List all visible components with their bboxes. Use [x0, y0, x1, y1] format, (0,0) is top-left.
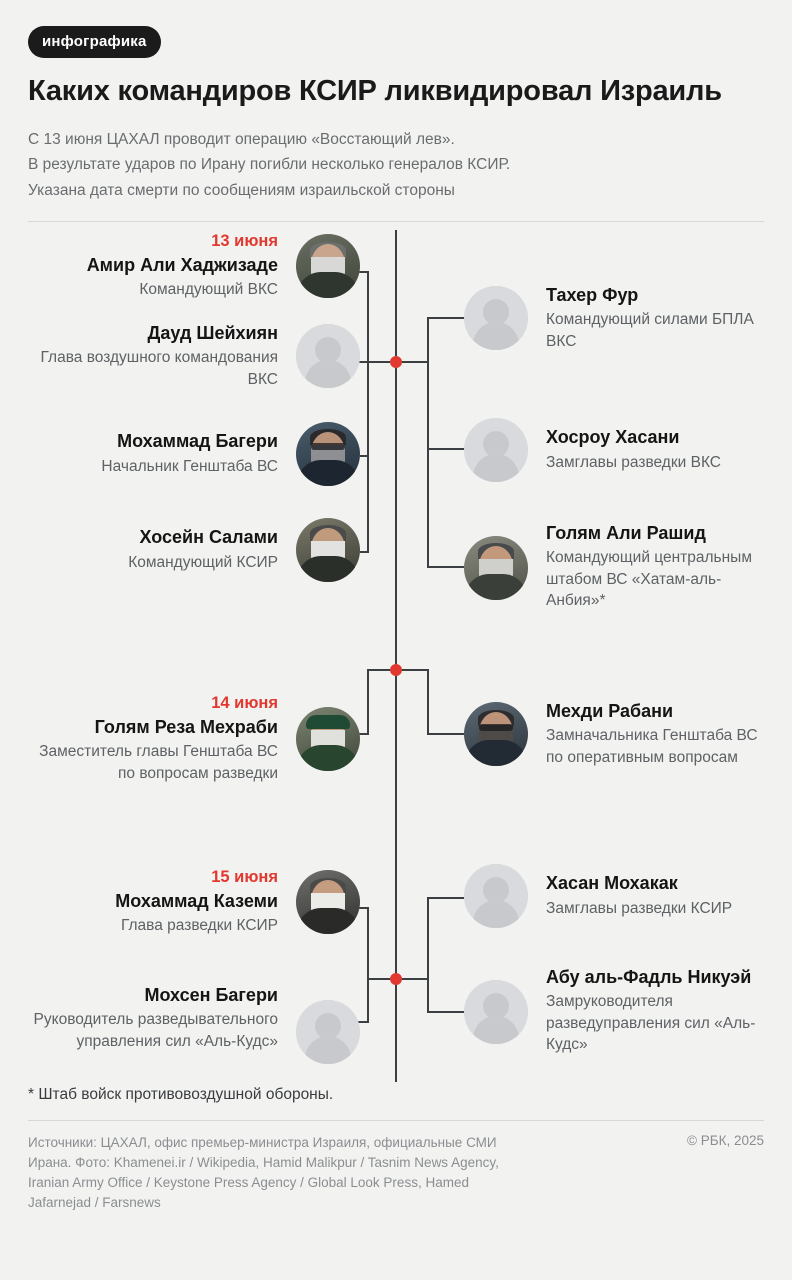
- person-role: Глава разведки КСИР: [120, 917, 278, 935]
- node-left-1-2: [28, 322, 360, 390]
- placeholder-person-icon: [464, 418, 528, 482]
- page-subtitle: [28, 127, 764, 202]
- node-left-3-1: [28, 868, 360, 937]
- portrait-photo: [464, 536, 528, 600]
- category-badge: инфографика: [28, 26, 161, 58]
- death-date-group-1: 13 июня: [211, 231, 278, 250]
- avatar: [464, 702, 528, 766]
- org-diagram: [28, 222, 764, 1082]
- sources-line-1: Источники: ЦАХАЛ, офис премьер-министра Израиля, официальные СМИ: [28, 1134, 497, 1150]
- node-right-1-3: [464, 522, 764, 612]
- person-name: Амир Али Хаджизаде: [86, 254, 278, 275]
- portrait-photo: [296, 234, 360, 298]
- person-role: Командующий ВКС: [139, 281, 278, 299]
- portrait-photo: [296, 870, 360, 934]
- node-right-3-2: [464, 966, 764, 1056]
- portrait-photo: [464, 702, 528, 766]
- node-left-1-3: [28, 422, 360, 486]
- subtitle-line-2: В результате ударов по Ирану погибли несколько генералов КСИР.: [28, 156, 511, 174]
- person-role: Замначальника Генштаба ВС по оперативным вопросам: [546, 727, 758, 766]
- sources-line-4: Jafarnejad / Farsnews: [28, 1195, 161, 1211]
- person-role: Командующий КСИР: [128, 553, 278, 571]
- avatar: [464, 286, 528, 350]
- avatar: [296, 518, 360, 582]
- person-role: Замглавы разведки КСИР: [546, 899, 733, 917]
- death-date-group-3: 15 июня: [211, 867, 278, 886]
- person-name: Голям Реза Мехраби: [94, 716, 278, 737]
- person-name: Мохсен Багери: [144, 984, 278, 1005]
- person-role: Командующий центральным штабом ВС «Хатам-аль-Анбия»*: [546, 549, 752, 609]
- node-right-1-2: [464, 418, 764, 482]
- footer: [28, 1133, 764, 1214]
- person-name: Голям Али Рашид: [546, 522, 706, 543]
- placeholder-person-icon: [296, 324, 360, 388]
- copyright: © РБК, 2025: [687, 1132, 764, 1148]
- placeholder-person-icon: [464, 980, 528, 1044]
- node-left-1-1: [28, 232, 360, 301]
- avatar: [464, 418, 528, 482]
- person-name: Тахер Фур: [546, 284, 639, 305]
- avatar: [296, 707, 360, 771]
- node-left-3-2: [28, 984, 360, 1064]
- node-right-3-1: [464, 864, 764, 928]
- person-name: Дауд Шейхиян: [147, 322, 278, 343]
- portrait-photo: [296, 422, 360, 486]
- avatar: [296, 422, 360, 486]
- avatar: [296, 234, 360, 298]
- placeholder-person-icon: [464, 286, 528, 350]
- portrait-photo: [296, 518, 360, 582]
- subtitle-line-3: Указана дата смерти по сообщениям израильской стороны: [28, 181, 455, 199]
- avatar: [464, 980, 528, 1044]
- sources-line-2: Ирана. Фото: Khamenei.ir / Wikipedia, Hamid Malikpur / Tasnim News Agency,: [28, 1154, 499, 1170]
- node-right-1-1: [464, 284, 764, 352]
- portrait-photo: [296, 707, 360, 771]
- person-role: Начальник Генштаба ВС: [101, 457, 278, 475]
- avatar: [296, 324, 360, 388]
- person-role: Замруководителя разведуправления сил «Аль-Кудс»: [546, 993, 756, 1053]
- subtitle-line-1: С 13 июня ЦАХАЛ проводит операцию «Восстающий лев».: [28, 131, 455, 149]
- person-name: Хосроу Хасани: [546, 427, 680, 448]
- death-date-group-2: 14 июня: [211, 693, 278, 712]
- person-name: Хосейн Салами: [139, 527, 278, 548]
- placeholder-person-icon: [296, 1000, 360, 1064]
- sources: [28, 1133, 499, 1214]
- node-right-2-1: [464, 700, 764, 768]
- person-name: Мохаммад Каземи: [115, 890, 278, 911]
- person-role: Замглавы разведки ВКС: [546, 453, 721, 471]
- person-name: Абу аль-Фадль Никуэй: [546, 966, 752, 987]
- footer-divider: [28, 1120, 764, 1121]
- person-name: Мехди Рабани: [546, 700, 674, 721]
- person-name: Хасан Мохакак: [546, 873, 678, 894]
- avatar: [296, 1000, 360, 1064]
- placeholder-person-icon: [464, 864, 528, 928]
- avatar: [464, 536, 528, 600]
- sources-line-3: Iranian Army Office / Keystone Press Agency / Global Look Press, Hamed: [28, 1175, 469, 1191]
- footnote: * Штаб войск противовоздушной обороны.: [28, 1085, 334, 1103]
- person-role: Глава воздушного командования ВКС: [40, 349, 278, 388]
- page-title: Каких командиров КСИР ликвидировал Израиль: [28, 75, 722, 107]
- avatar: [464, 864, 528, 928]
- person-role: Командующий силами БПЛА ВКС: [546, 311, 754, 350]
- person-role: Руководитель разведывательного управления сил «Аль-Кудс»: [33, 1011, 278, 1050]
- person-role: Заместитель главы Генштаба ВС по вопросам разведки: [39, 743, 278, 782]
- avatar: [296, 870, 360, 934]
- node-left-1-4: [28, 518, 360, 582]
- person-name: Мохаммад Багери: [117, 431, 278, 452]
- node-left-2-1: [28, 694, 360, 784]
